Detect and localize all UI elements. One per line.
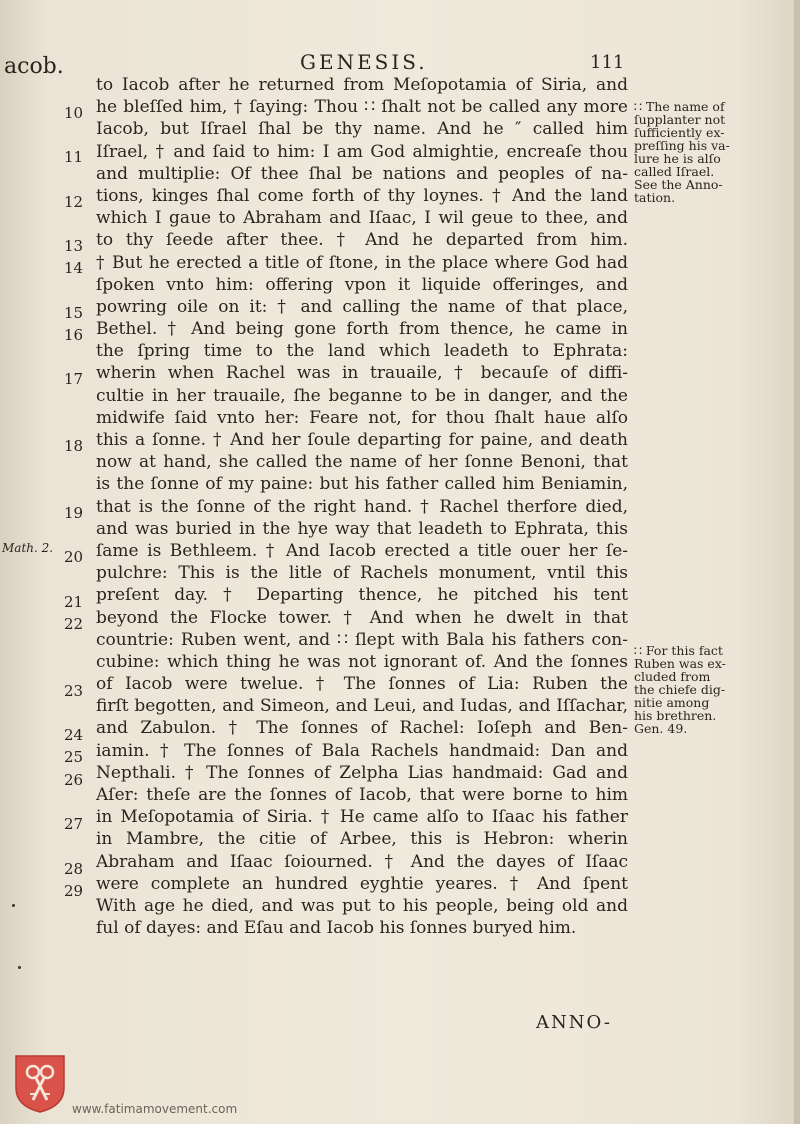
verse-number: 21 [64, 593, 84, 611]
text-line: ſpoken vnto him: offering vpon it liquide offeringes, and [96, 274, 628, 295]
text-line: this a ſonne. † And her ſoule departing for paine, and death [96, 430, 628, 450]
text-line: and multiplie: Of thee ſhal be nations and peoples of na- [96, 163, 628, 184]
text-line: ſame is Bethleem. † And Iacob erected a title ouer her ſe- [96, 540, 628, 561]
text-line: † But he erected a title of ſtone, in the place where God had [96, 252, 628, 273]
text-line: firſt begotten, and Simeon, and Leui, and Iudas, and Iſſachar, [96, 696, 628, 717]
text-line: were complete an hundred eyghtie yeares. † And ſpent [96, 873, 628, 894]
text-line: cubine: which thing he was not ignorant of. And the ſonnes [96, 651, 628, 672]
website-credit: www.fatimamovement.com [72, 1102, 238, 1116]
text-line: wherin when Rachel was in trauaile, † becauſe of diffi- [96, 363, 628, 384]
text-line: midwife ſaid vnto her: Feare not, for thou ſhalt haue alſo [96, 407, 628, 428]
text-line: and Zabulon. † The ſonnes of Rachel: Ioſeph and Ben- [96, 718, 628, 739]
verse-number: 24 [64, 726, 84, 744]
verse-number: 17 [64, 370, 84, 388]
shield-crest-icon [14, 1054, 66, 1114]
text-line: Bethel. † And being gone forth from thence, he came in [96, 319, 628, 340]
text-line: in Meſopotamia of Siria. † He came alſo to Iſaac his father [96, 807, 628, 828]
verse-number: 13 [64, 237, 84, 255]
text-line: preſent day. † Departing thence, he pitched his tent [96, 585, 628, 606]
marginal-note: ∷ For this fact Ruben was ex- cluded from the chiefe dig- nitie among his brethren. Gen. 49. [634, 643, 726, 736]
text-line: beyond the Flocke tower. † And when he dwelt in that [96, 607, 628, 628]
text-line: pulchre: This is the litle of Rachels monument, vntil this [96, 563, 628, 584]
verse-number: 22 [64, 615, 84, 633]
text-line: that is the ſonne of the right hand. † Rachel therfore died, [96, 496, 628, 517]
verse-number: 26 [64, 771, 84, 789]
main-text [96, 74, 628, 939]
verse-number: 27 [64, 815, 84, 833]
verse-number: 29 [64, 882, 84, 900]
text-line: powring oile on it: † and calling the name of that place, [96, 296, 628, 317]
verse-number: 19 [64, 504, 84, 522]
verse-number: 25 [64, 748, 84, 766]
page-edge [794, 0, 800, 1124]
verse-number: 11 [64, 148, 84, 166]
text-line: iamin. † The ſonnes of Bala Rachels handmaid: Dan and [96, 740, 628, 761]
verse-number: 28 [64, 860, 84, 878]
text-line: With age he died, and was put to his people, being old and [96, 895, 628, 916]
margin-speck [18, 966, 21, 969]
text-line: Iſrael, † and ſaid to him: I am God almightie, encreaſe thou [96, 141, 628, 162]
verse-number: 23 [64, 682, 84, 700]
marginal-note: ∷ The name of ſupplanter not ſufficiently ex- preſſing his va- lure he is alſo called Iſrael. See the Anno- tation. [634, 99, 730, 205]
running-head-left: acob. [4, 54, 64, 79]
cross-reference: Math. 2. [2, 541, 54, 555]
text-line: in Mambre, the citie of Arbee, this is Hebron: wherin [96, 829, 628, 850]
text-line: of Iacob were twelue. † The ſonnes of Lia: Ruben the [96, 674, 628, 695]
verse-number: 16 [64, 326, 84, 344]
verse-number: 12 [64, 193, 84, 211]
verse-number: 18 [64, 437, 84, 455]
text-line: is the ſonne of my paine: but his father called him Beniamin, [96, 474, 628, 495]
running-title: GENESIS. [300, 50, 428, 74]
text-line: cultie in her trauaile, ſhe beganne to be in danger, and the [96, 385, 628, 406]
text-line: to thy ſeede after thee. † And he departed from him. [96, 230, 628, 251]
text-line: ful of dayes: and Eſau and Iacob his ſonnes buryed him. [96, 918, 577, 939]
verse-number: 10 [64, 104, 84, 122]
text-line: the ſpring time to the land which leadeth to Ephrata: [96, 341, 628, 362]
verse-number: 20 [64, 548, 84, 566]
text-line: he bleſſed him, † ſaying: Thou ∷ ſhalt not be called any more [96, 97, 628, 118]
page-number: 111 [590, 52, 625, 73]
text-line: tions, kinges ſhal come forth of thy loynes. † And the land [96, 185, 628, 206]
text-line: Iacob, but Iſrael ſhal be thy name. And he ″ called him [96, 119, 628, 140]
verse-number: 14 [64, 259, 84, 277]
text-line: Nepthali. † The ſonnes of Zelpha Lias handmaid: Gad and [96, 762, 628, 783]
verse-number: 15 [64, 304, 84, 322]
catchword: ANNO- [536, 1012, 612, 1033]
text-line: which I gaue to Abraham and Iſaac, I wil geue to thee, and [96, 208, 628, 229]
text-line: now at hand, she called the name of her ſonne Benoni, that [96, 452, 628, 473]
margin-speck [12, 904, 15, 907]
text-line: Abraham and Iſaac ſoiourned. † And the dayes of Iſaac [96, 851, 628, 872]
text-line: to Iacob after he returned from Meſopotamia of Siria, and [96, 75, 628, 95]
text-line: countrie: Ruben went, and ∷ ſlept with Bala his fathers con- [96, 629, 628, 650]
text-line: and was buried in the hye way that leadeth to Ephrata, this [96, 518, 628, 539]
text-line: Aſer: theſe are the ſonnes of Iacob, that were borne to him [96, 785, 628, 805]
